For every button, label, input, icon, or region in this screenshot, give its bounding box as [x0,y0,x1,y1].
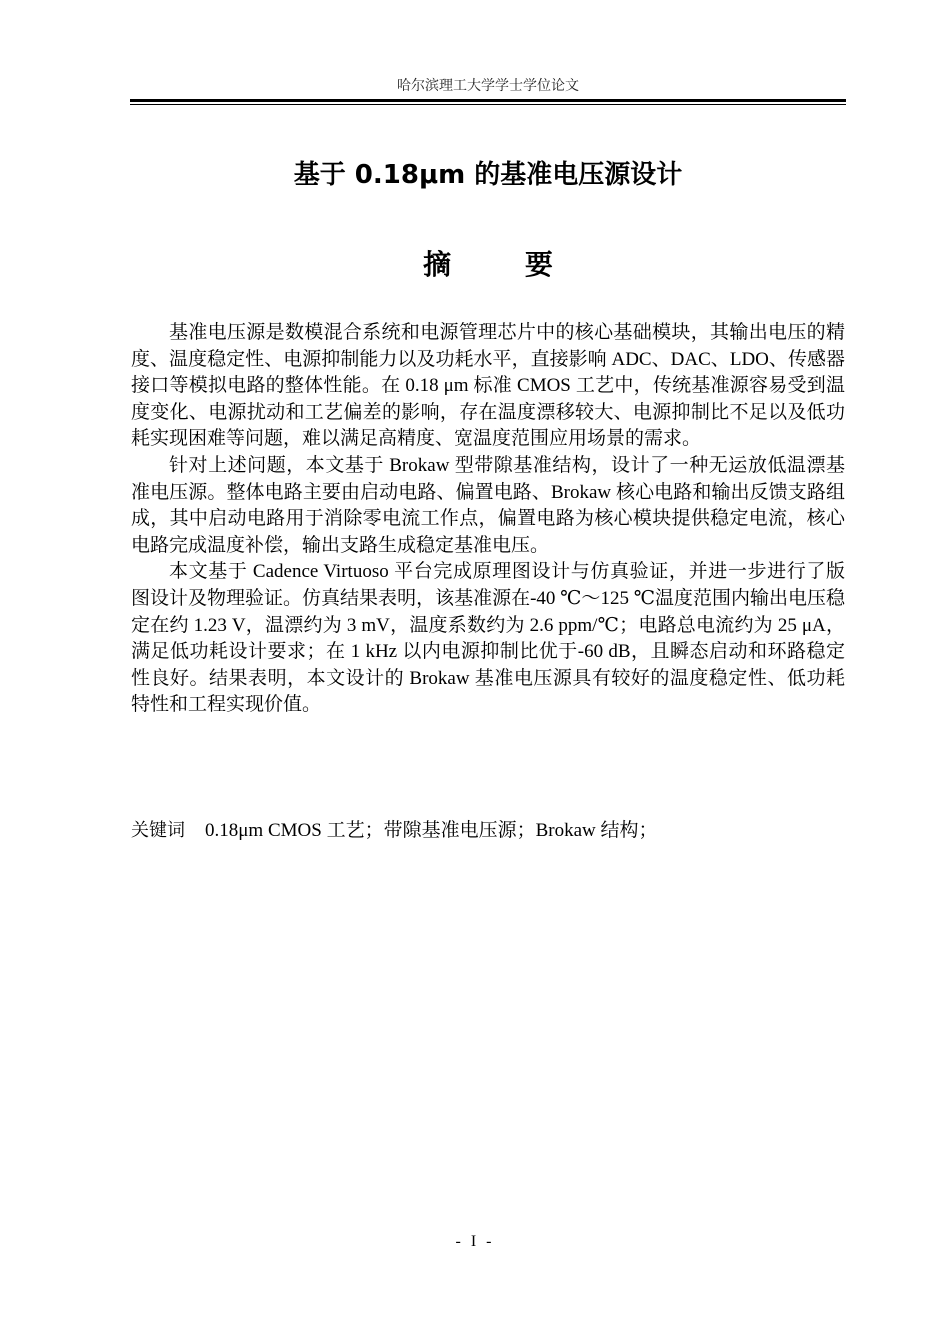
abstract-paragraph-2: 针对上述问题，本文基于 Brokaw 型带隙基准结构，设计了一种无运放低温漂基准电压源。整体电路主要由启动电路、偏置电路、Brokaw 核心电路和输出反馈支路组成，其中启动电路用于消除零电流工作点，偏置电路为核心模块提供稳定电流，核心电路完成温度补偿，输出支路生成稳定基准电压。 [131,454,845,556]
running-header: 哈尔滨理工大学学士学位论文 [397,79,579,94]
keywords-text: 0.18μm CMOS 工艺；带隙基准电压源；Brokaw 结构； [205,820,658,841]
keywords-label: 关键词 [131,820,185,841]
abstract-body [131,320,845,719]
abstract-paragraph-1: 基准电压源是数模混合系统和电源管理芯片中的核心基础模块，其输出电压的精度、温度稳定性、电源抑制能力以及功耗水平，直接影响 ADC、DAC、LDO、传感器接口等模拟电路的整体性能。在 0.18 μm 标准 CMOS 工艺中，传统基准源容易受到温度变化、电源扰动和工艺偏差的影响，存在温度漂移较大、电源抑制比不足以及低功耗实现困难等问题，难以满足高精度、宽温度范围应用场景的需求。 [131,322,845,450]
header-rule-thick [130,99,846,102]
abstract-heading: 摘 要 [423,248,585,281]
header-rule-thin [130,104,846,105]
abstract-paragraph-3: 本文基于 Cadence Virtuoso 平台完成原理图设计与仿真验证，并进一步进行了版图设计及物理验证。仿真结果表明，该基准源在-40 ℃～125 ℃温度范围内输出电压稳定在约 1.23 V，温漂约为 3 mV，温度系数约为 2.6 ppm/℃；电路总电流约为 25 μA，满足低功耗设计要求；在 1 kHz 以内电源抑制比优于-60 dB，且瞬态启动和环路稳定性良好。结果表明，本文设计的 Brokaw 基准电压源具有较好的温度稳定性、低功耗特性和工程实现价值。 [131,561,845,716]
page-number: - I - [455,1233,495,1250]
thesis-title: 基于 0.18μm 的基准电压源设计 [293,160,683,190]
keywords-line [131,818,845,844]
